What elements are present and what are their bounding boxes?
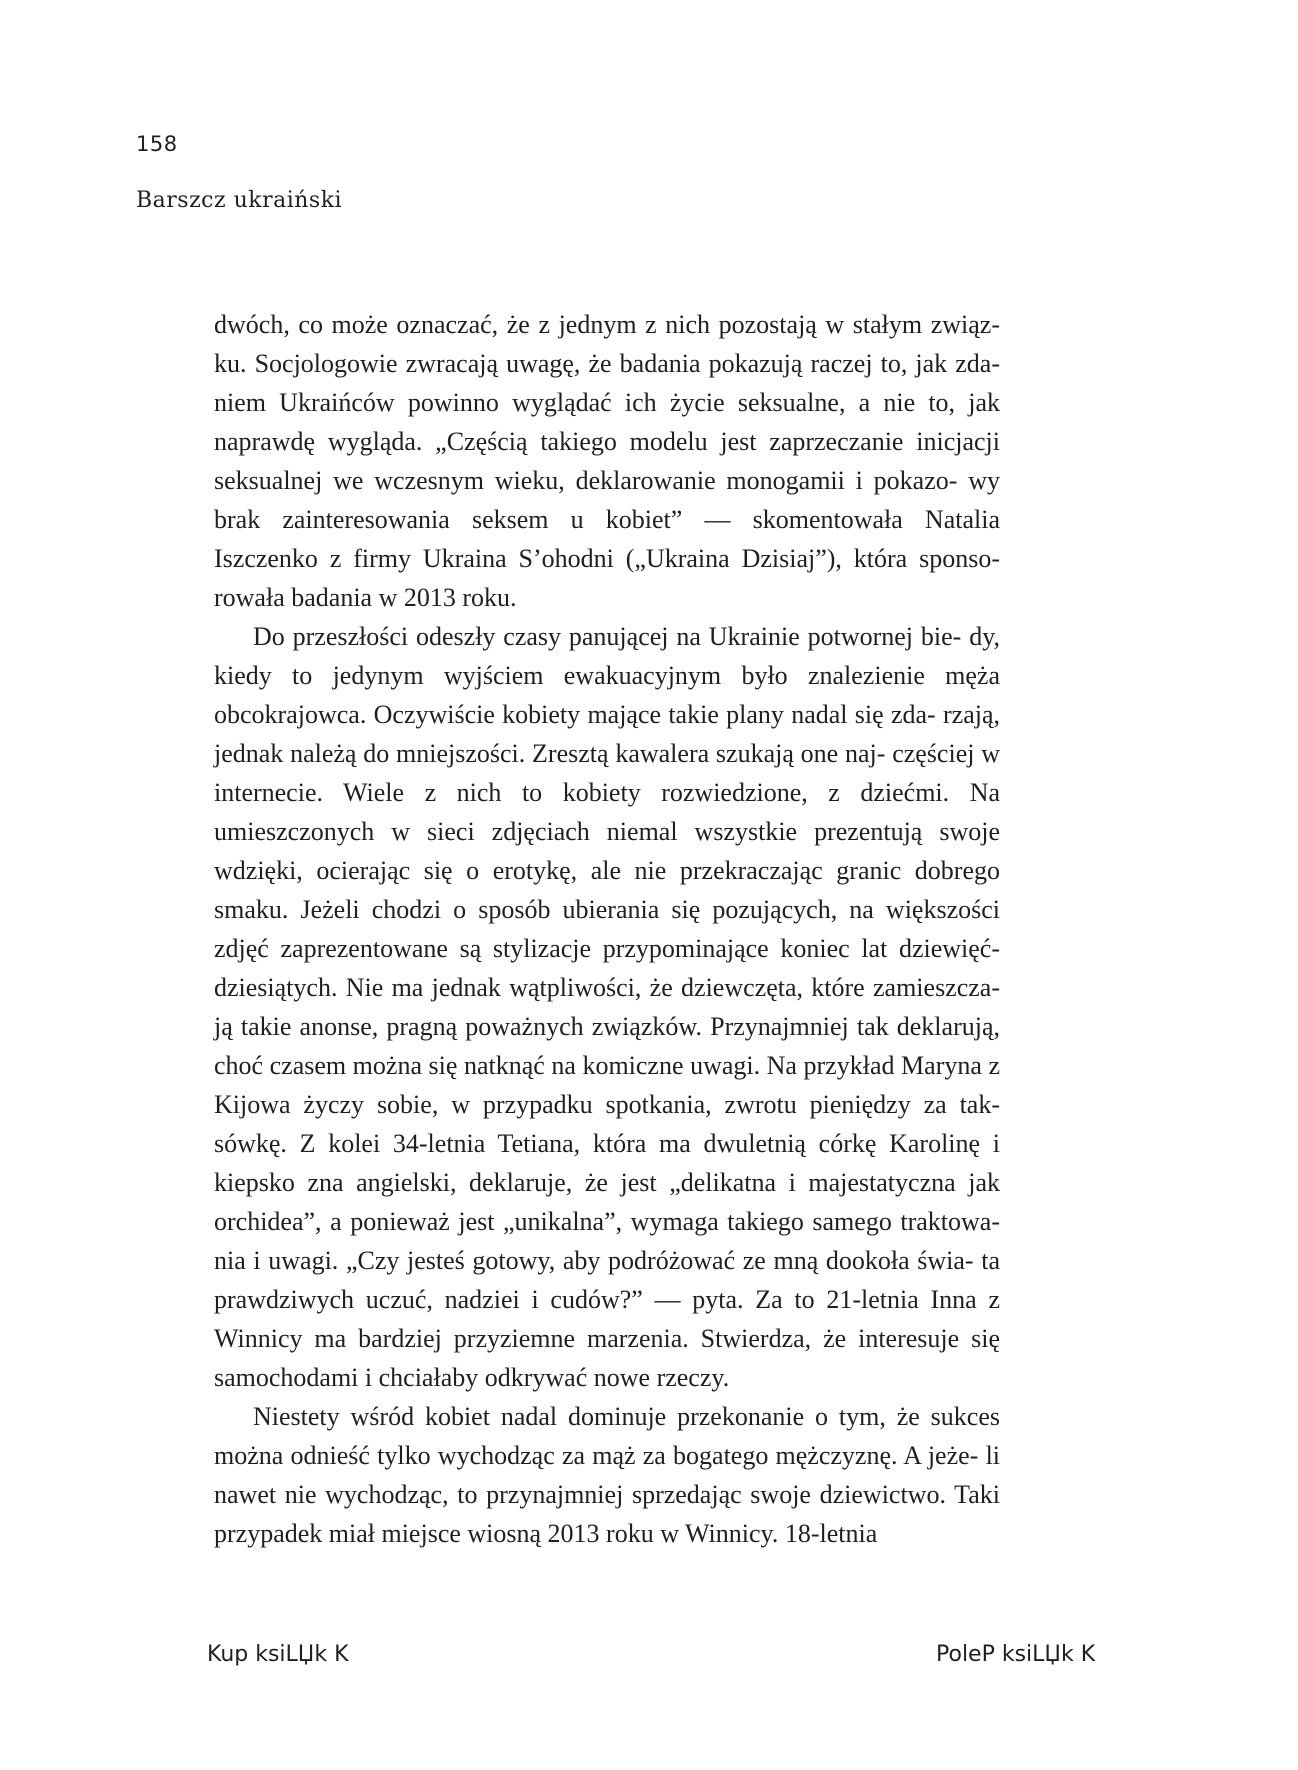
text-line: wdzięki, ocierając się o erotykę, ale nie przekraczając granic dobrego [214,856,1000,885]
text-line: ku. Socjologowie zwracają uwagę, że badania pokazują raczej to, jak zda- [214,349,1000,378]
text-line: sówkę. Z kolei 34-letnia Tetiana, która ma dwuletnią córkę Karolinę [214,1129,981,1158]
text-line: z Kijowa życzy sobie, w przypadku spotkania, zwrotu pieniędzy za tak- [214,1051,1001,1119]
text-line: dwóch, co może oznaczać, że z jednym z nich pozostają w stałym związ- [214,310,1000,339]
buy-book-link[interactable]: Kup ksiLЏk K [207,1642,349,1667]
page-number: 158 [136,132,178,156]
text-line: obcokrajowca. Oczywiście kobiety mające takie plany nadal się zda- [214,700,936,729]
text-line: seksualnej we wczesnym wieku, deklarowanie monogamii i pokazo- [214,466,958,495]
recommend-book-link[interactable]: PoleP ksiLЏk K [936,1642,1096,1667]
text-line: li nawet nie wychodząc, to przynajmniej sprzedając swoje dziewictwo. [214,1441,1001,1509]
text-line: częściej w internecie. Wiele z nich to kobiety rozwiedzione, z dziećmi. [214,739,1001,807]
paragraph [214,617,1000,1397]
text-line: Niestety wśród kobiet nadal dominuje przekonanie o tym, że sukces [253,1402,1000,1431]
text-line: smaku. Jeżeli chodzi o sposób ubierania się pozujących, na większości [214,895,1000,924]
text-line: Taki przypadek miał miejsce wiosną 2013 roku w Winnicy. 18-letnia [214,1480,1000,1548]
text-line: Na umieszczonych w sieci zdjęciach niemal wszystkie prezentują swoje [214,778,1001,846]
text-line: wy brak zainteresowania seksem u kobiet” — skomentowała Natalia [214,466,1000,534]
text-line: zdjęć zaprezentowane są stylizacje przypominające koniec lat dziewięć- [214,934,1000,963]
text-line: niem Ukraińców powinno wyglądać ich życie seksualne, a nie to, jak [214,388,1000,417]
text-line: i kiepsko zna angielski, deklaruje, że jest „delikatna i majestatyczna jak [214,1129,1000,1197]
paragraph [214,1397,1000,1553]
text-line: Do przeszłości odeszły czasy panującej na Ukrainie potwornej bie- [253,622,962,651]
text-line: Iszczenko z firmy Ukraina S’ohodni („Ukraina Dzisiaj”), która sponso- [214,544,1000,573]
paragraph [214,305,1000,617]
body-text [214,305,1000,1553]
text-line: można odnieść tylko wychodząc za mąż za bogatego mężczyznę. A jeże- [214,1441,979,1470]
running-header: Barszcz ukraiński [136,188,343,213]
text-line: choć czasem można się natknąć na komiczne uwagi. Na przykład Maryna [214,1051,982,1080]
text-line: dziesiątych. Nie ma jednak wątpliwości, że dziewczęta, które zamieszcza- [214,973,1000,1002]
text-line: orchidea”, a ponieważ jest „unikalna”, wymaga takiego samego traktowa- [214,1207,1000,1236]
text-line: ją takie anonse, pragną poważnych związków. Przynajmniej tak deklarują, [214,1012,1000,1041]
text-line: z Winnicy ma bardziej przyziemne marzenia. Stwierdza, że interesuje [214,1285,1000,1353]
text-line: nia i uwagi. „Czy jesteś gotowy, aby podróżować ze mną dookoła świa- [214,1246,974,1275]
text-line: ta prawdziwych uczuć, nadziei i cudów?” — pyta. Za to 21-letnia Inna [214,1246,1000,1314]
text-line: się samochodami i chciałaby odkrywać nowe rzeczy. [214,1324,1000,1392]
text-line: naprawdę wygląda. „Częścią takiego modelu jest zaprzeczanie inicjacji [214,427,1000,456]
text-line: rowała badania w 2013 roku. [214,583,517,612]
text-line: dy, kiedy to jedynym wyjściem ewakuacyjnym było znalezienie męża [214,622,1000,690]
text-line: rzają, jednak należą do mniejszości. Zresztą kawalera szukają one naj- [214,700,1001,768]
